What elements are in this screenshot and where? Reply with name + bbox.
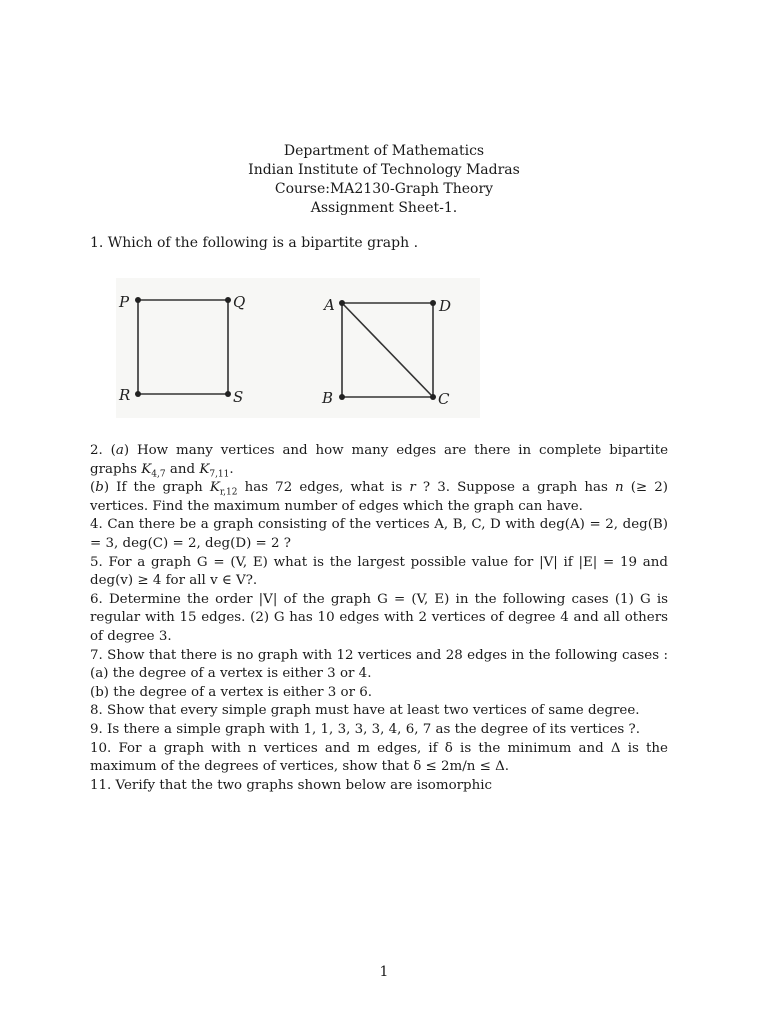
graph-square-adbc (342, 303, 433, 397)
question-9: 9. Is there a simple graph with 1, 1, 3, 3, 3, 4, 6, 7 as the degree of its vertices ?. (90, 721, 640, 737)
vertex-r (135, 391, 141, 397)
graph-figure-svg (116, 278, 480, 418)
vertex-b (339, 394, 345, 400)
label-s: S (233, 388, 244, 406)
label-a: A (324, 296, 335, 314)
label-p: P (119, 293, 130, 311)
label-c: C (438, 390, 450, 408)
label-q: Q (233, 293, 246, 311)
question-1: 1. Which of the following is a bipartite graph . (90, 235, 419, 251)
document-header (0, 142, 768, 218)
label-b: B (322, 389, 334, 407)
label-d: D (439, 297, 452, 315)
course-title: Course:MA2130-Graph Theory (274, 181, 494, 197)
vertex-a (339, 300, 345, 306)
page-number: 1 (379, 964, 389, 980)
question-7b: (b) the degree of a vertex is either 3 or 6. (90, 684, 373, 700)
question-7: 7. Show that there is no graph with 12 vertices and 28 edges in the following cases : (a) the degree of a vertex is either 3 or 4. (90, 647, 668, 682)
question-list (90, 442, 668, 795)
question-2a: 2. (a) How many vertices and how many edges are there in complete bipartite graphs $K_{4,7}$ and $K_{7,11}$. (90, 443, 668, 480)
institute-name: Indian Institute of Technology Madras (248, 162, 520, 178)
graph-figure (116, 278, 480, 418)
vertex-s (225, 391, 231, 397)
question-8: 8. Show that every simple graph must have at least two vertices of same degree. (90, 703, 640, 719)
label-r: R (119, 386, 131, 404)
question-4: 4. Can there be a graph consisting of the vertices A, B, C, D with deg(A) = 2, deg(B) = 3, deg(C) = 2, deg(D) = 2 ? (90, 517, 668, 551)
question-10: 10. For a graph with n vertices and m edges, if δ is the minimum and Δ is the maximum of the degrees of vertices, show that δ ≤ 2m/n ≤ Δ. (90, 740, 668, 775)
question-2b-and-3: (b) If the graph $K_{r,12}$ has 72 edges, what is r ? 3. Suppose a graph has n (≥ 2) vertices. Find the maximum number of edges which the graph can have. (90, 480, 668, 514)
edge-ac (342, 303, 433, 397)
graph-square-pqrs (138, 300, 228, 394)
vertex-c (430, 394, 436, 400)
vertex-d (430, 300, 436, 306)
question-6: 6. Determine the order |V| of the graph G = (V, E) in the following cases (1) G is regular with 15 edges. (2) G has 10 edges with 2 vertices of degree 4 and all others of degree 3. (90, 591, 668, 644)
assignment-title: Assignment Sheet-1. (310, 200, 458, 216)
question-5: 5. For a graph G = (V, E) what is the largest possible value for |V| if |E| = 19 and deg(v) ≥ 4 for all v ∈ V?. (90, 554, 668, 589)
question-11: 11. Verify that the two graphs shown below are isomorphic (90, 777, 493, 793)
vertex-p (135, 297, 141, 303)
vertex-q (225, 297, 231, 303)
department-name: Department of Mathematics (283, 143, 485, 159)
